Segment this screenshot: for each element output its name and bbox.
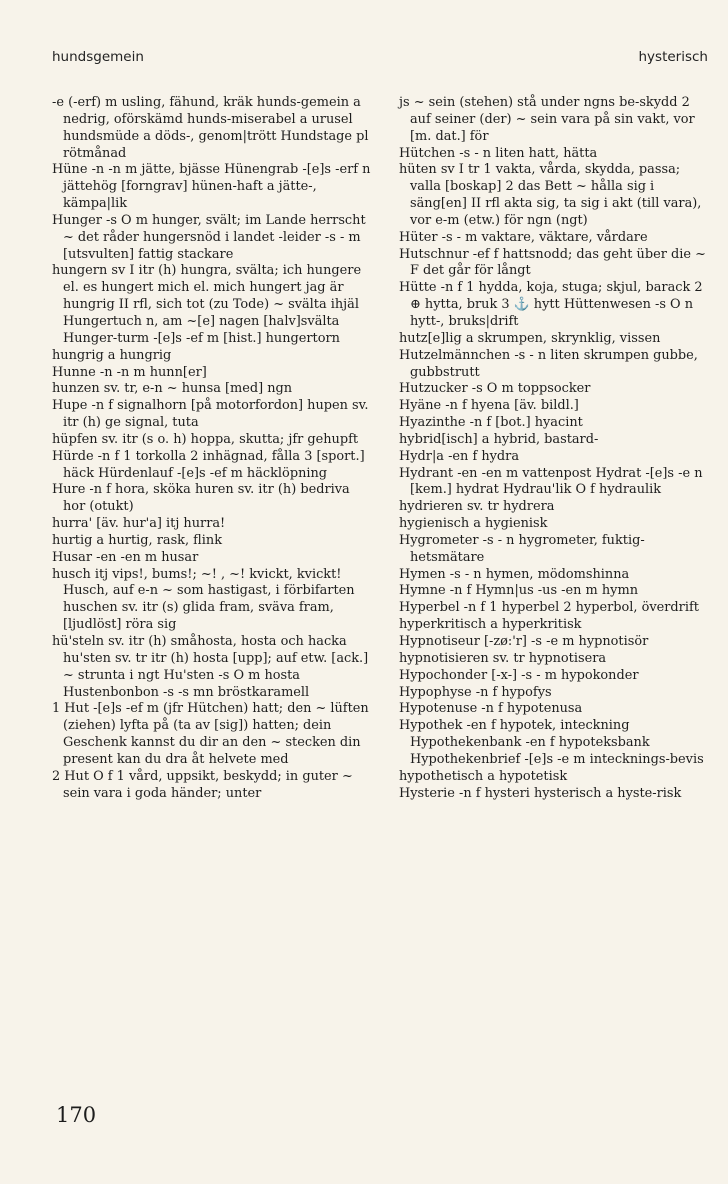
dictionary-entry: hungern sv I itr (h) hungra, svälta; ich hungere el. es hungert mich el. mich hungert jag är hungrig II rfl, sich tot (zu Tode) ~ svälta ihjäl Hungertuch n, am ~[e] nagen [halv]svälta Hunger-turm -[e]s -ef m [hist.] hungertorn	[52, 263, 362, 346]
dictionary-entry: Hypnotiseur [-zø:'r] -s -e m hypnotisör	[399, 634, 649, 649]
dictionary-entry: Hunne -n -n m hunn[er]	[52, 364, 207, 380]
page-number: 170	[56, 1103, 97, 1127]
dictionary-entry: Hypophyse -n f hypofys	[399, 684, 552, 700]
dictionary-entry: hurra' [äv. hur'a] itj hurra!	[52, 516, 226, 532]
dictionary-entry: Hüne -n -n m jätte, bjässe Hünengrab -[e]s -erf n jättehög [forngrav] hünen-haft a jätte-, kämpa|lik	[52, 162, 371, 212]
dictionary-entry: Hutzelmännchen -s - n liten skrumpen gubbe, gubbstrutt	[399, 347, 698, 380]
dictionary-entry: Hure -n f hora, sköka huren sv. itr (h) bedriva hor (otukt)	[52, 482, 350, 515]
dictionary-entry: hüpfen sv. itr (s o. h) hoppa, skutta; jfr gehupft	[52, 431, 359, 447]
dictionary-entry: Hyperbel -n f 1 hyperbel 2 hyperbol, överdrift	[399, 600, 699, 616]
dictionary-entry: Hypochonder [-x-] -s - m hypokonder	[399, 667, 639, 683]
dictionary-entry: js ~ sein (stehen) stå under ngns be-skydd 2 auf seiner (der) ~ sein vara på sin vakt, vor [m. dat.] för	[399, 95, 695, 144]
running-head-left: hundsgemein	[52, 49, 144, 65]
dictionary-entry: Hysterie -n f hysteri hysterisch a hyste-risk	[399, 785, 682, 801]
dictionary-entry: Hutzucker -s O m toppsocker	[399, 381, 591, 397]
dictionary-entry: Hydrant -en -en m vattenpost Hydrat -[e]s -e n [kem.] hydrat Hydrau'lik O f hydraulik	[399, 465, 703, 498]
dictionary-entry: Hymne -n f Hymn|us -us -en m hymn	[399, 583, 638, 599]
dictionary-entry: Hutschnur -ef f hattsnodd; das geht über die ~ F det går för långt	[399, 246, 706, 279]
dictionary-entry: Hypotenuse -n f hypotenusa	[399, 701, 583, 717]
dictionary-entry: Hürde -n f 1 torkolla 2 inhägnad, fålla 3 [sport.] häck Hürdenlauf -[e]s -ef m häcklöpning	[52, 448, 365, 481]
dictionary-entry: 2 Hut O f 1 vård, uppsikt, beskydd; in guter ~ sein vara i goda händer; unter	[52, 768, 353, 801]
dictionary-entry: Hyazinthe -n f [bot.] hyacint	[399, 415, 583, 431]
dictionary-entry: hydrieren sv. tr hydrera	[399, 499, 555, 515]
dictionary-entry: hypnotisieren sv. tr hypnotisera	[399, 650, 607, 666]
dictionary-entry: hungrig a hungrig	[52, 347, 172, 363]
dictionary-entry: Husar -en -en m husar	[52, 549, 199, 565]
dictionary-entry: Hupe -n f signalhorn [på motorfordon] hupen sv. itr (h) ge signal, tuta	[52, 398, 369, 431]
dictionary-entry: hybrid[isch] a hybrid, bastard-	[399, 431, 599, 447]
dictionary-entry: hutz[e]lig a skrumpen, skrynklig, vissen	[399, 330, 661, 346]
dictionary-entry: Hypothek -en f hypotek, inteckning Hypothekenbank -en f hypoteksbank Hypothekenbrief -[e]s -e m intecknings-bevis	[399, 718, 704, 767]
right-column	[399, 95, 713, 802]
dictionary-entry: hyperkritisch a hyperkritisk	[399, 617, 582, 633]
left-column	[52, 95, 376, 802]
dictionary-entry: Hygrometer -s - n hygrometer, fuktig-hetsmätare	[399, 532, 645, 565]
dictionary-entry: Hütchen -s - n liten hatt, hätta	[399, 145, 598, 161]
dictionary-entry: hygienisch a hygienisk	[399, 516, 548, 532]
dictionary-entry: husch itj vips!, bums!; ~! , ~! kvickt, kvickt! Husch, auf e-n ~ som hastigast, i förbifarten huschen sv. itr (s) glida fram, sväva fram, [ljudlöst] röra sig	[52, 566, 355, 633]
dictionary-entry: Hymen -s - n hymen, mödomshinna	[399, 566, 630, 582]
dictionary-entry: Hydr|a -en f hydra	[399, 448, 519, 464]
dictionary-entry: hunzen sv. tr, e-n ~ hunsa [med] ngn	[52, 381, 293, 397]
dictionary-entry: hü'steln sv. itr (h) småhosta, hosta och hacka hu'sten sv. tr itr (h) hosta [upp]; auf etw. [ack.] ~ strunta i ngt Hu'sten -s O m hosta Hustenbonbon -s -s mn bröstkaramell	[52, 634, 369, 700]
dictionary-entry: Hütte -n f 1 hydda, koja, stuga; skjul, barack 2 ⊕ hytta, bruk 3 ⚓ hytt Hüttenwesen -s O n hytt-, bruks|drift	[399, 280, 703, 329]
dictionary-entry: 1 Hut -[e]s -ef m (jfr Hütchen) hatt; den ~ lüften (ziehen) lyfta på (ta av [sig]) hatten; dein Geschenk kannst du dir an den ~ stecken din present kan du dra åt helvete med	[52, 701, 369, 767]
dictionary-entry: hüten sv I tr 1 vakta, vårda, skydda, passa; valla [boskap] 2 das Bett ~ hålla sig i säng[en] II rfl akta sig, ta sig i akt (till vara), vor e-m (etw.) för ngn (ngt)	[399, 162, 702, 228]
dictionary-entry: -e (-erf) m usling, fähund, kräk hunds-gemein a nedrig, oförskämd hunds-miserabel a urusel hundsmüde a döds-, genom|trött Hundstage pl rötmånad	[52, 95, 369, 161]
dictionary-entry: Hyäne -n f hyena [äv. bildl.]	[399, 398, 579, 414]
dictionary-entry: Hüter -s - m vaktare, väktare, vårdare	[399, 229, 648, 245]
dictionary-entry: hypothetisch a hypotetisk	[399, 768, 568, 784]
running-head-right: hysterisch	[638, 49, 708, 65]
dictionary-entry: Hunger -s O m hunger, svält; im Lande herrscht ~ det råder hungersnöd i landet -leider -s - m [utsvulten] fattig stackare	[52, 212, 366, 262]
dictionary-entry: hurtig a hurtig, rask, flink	[52, 532, 223, 548]
